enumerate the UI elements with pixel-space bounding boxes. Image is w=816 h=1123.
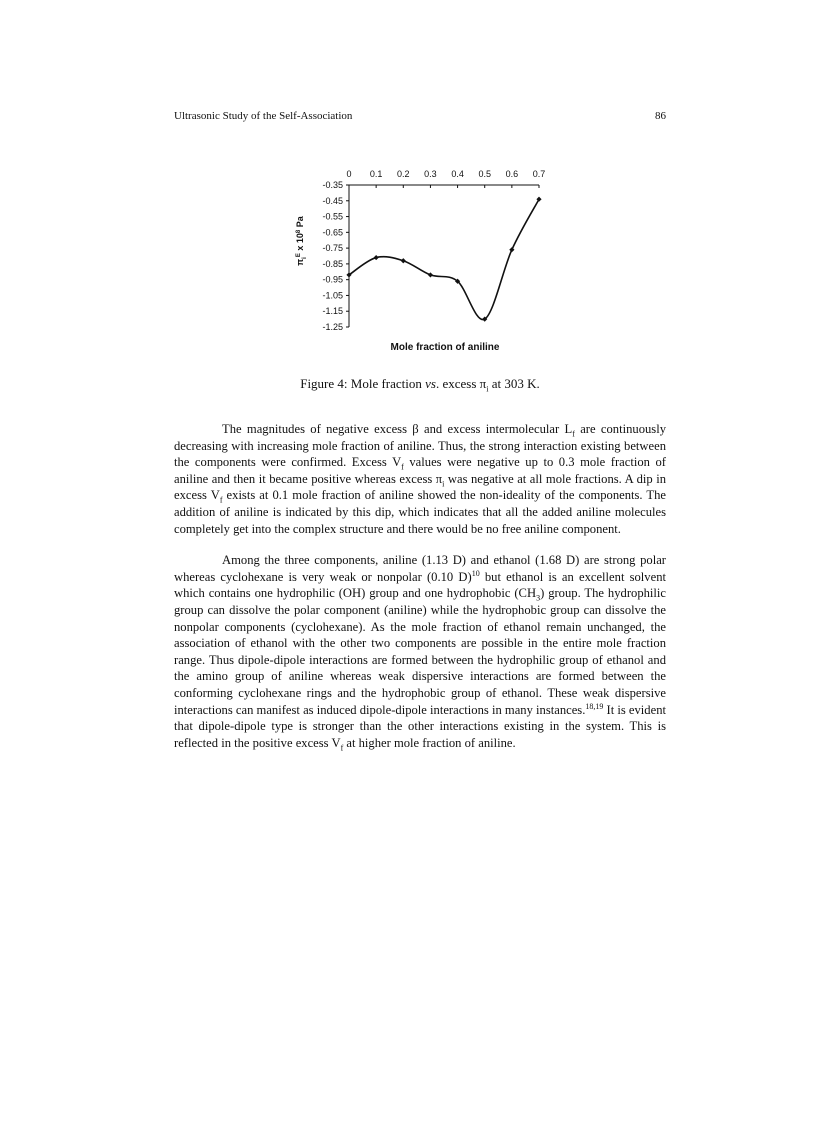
paragraph-1: The magnitudes of negative excess β and excess intermolecular $L_f$ are continuously decreasing with increasing mole fraction of aniline. Thus, the strong interaction existing between the components were confirmed. Excess $V_f$ values were negative up to 0.3 mole fraction of aniline and then it became positive whereas excess $\pi_i$ was negative at all mole fractions. A dip in excess $V_f$ exists at 0.1 mole fraction of aniline showed the non-ideality of the components. The addition of aniline is indicated by this dip, which indicates that all the added aniline molecules completely get into the complex structure and there would be no free aniline component.: [174, 422, 666, 536]
y-axis-label: $\pi_i^E$ x $10^8$ Pa: [295, 216, 308, 266]
page-number: 86: [655, 110, 666, 122]
body-text: [174, 421, 666, 766]
y-tick-label: -0.95: [322, 274, 343, 285]
data-point-marker: [509, 247, 514, 252]
x-tick-label: 0.2: [397, 169, 410, 179]
paragraph-2: Among the three components, aniline (1.13 D) and ethanol (1.68 D) are strong polar whereas cyclohexane is very weak or nonpolar (0.10 D)$^{10}$ but ethanol is an excellent solvent which contains one hydrophilic (OH) group and one hydrophobic $(CH_3)$ group. The hydrophilic group can dissolve the polar component (aniline) while the hydrophobic group can dissolve the nonpolar components (cyclohexane). As the mole fraction of ethanol remain unchanged, the association of ethanol with the other two components are possible in the entire mole fraction range. Thus dipole-dipole interactions are formed between the hydrophilic group of ethanol and the amino group of aniline whereas weak dispersive interactions are formed between the conforming cyclohexane rings and the hydrophobic group of ethanol. These weak dispersive interactions can manifest as induced dipole-dipole interactions in many instances.$^{18,19}$ It is evident that dipole-dipole type is stronger than the other interactions existing in the system. This is reflected in the positive excess $V_f$ at higher mole fraction of aniline.: [174, 553, 666, 753]
y-tick-label: -0.55: [322, 211, 343, 222]
figure-caption: Figure 4: Mole fraction vs. excess $\pi_i$ at 303 K.: [300, 376, 540, 394]
x-tick-label: 0.1: [369, 169, 383, 179]
running-title: Ultrasonic Study of the Self-Association: [174, 110, 353, 122]
y-tick-label: -1.05: [322, 290, 343, 301]
y-tick-label: -1.25: [322, 322, 343, 332]
running-header: [174, 110, 666, 122]
x-tick-label: 0.3: [424, 169, 437, 179]
series-line: [349, 199, 539, 319]
data-point-marker: [428, 272, 433, 277]
x-tick-label: 0.6: [505, 169, 519, 179]
y-tick-label: -0.45: [322, 195, 343, 206]
y-tick-label: -1.15: [322, 306, 343, 317]
y-tick-label: -0.85: [322, 258, 343, 269]
y-tick-label: -0.35: [322, 180, 343, 190]
data-point-marker: [401, 258, 406, 263]
y-tick-labels: [322, 180, 349, 332]
x-axis-label: Mole fraction of aniline: [390, 342, 500, 353]
chart-svg: [270, 158, 570, 358]
figure-4-chart: [270, 158, 570, 358]
x-tick-label: 0: [346, 169, 352, 179]
x-tick-label: 0.7: [532, 169, 546, 179]
data-points: [346, 197, 541, 322]
data-point-marker: [374, 255, 379, 260]
x-tick-label: 0.5: [478, 169, 491, 179]
y-tick-label: -0.75: [322, 243, 343, 254]
y-tick-label: -0.65: [322, 227, 343, 238]
x-tick-label: 0.4: [451, 169, 464, 179]
